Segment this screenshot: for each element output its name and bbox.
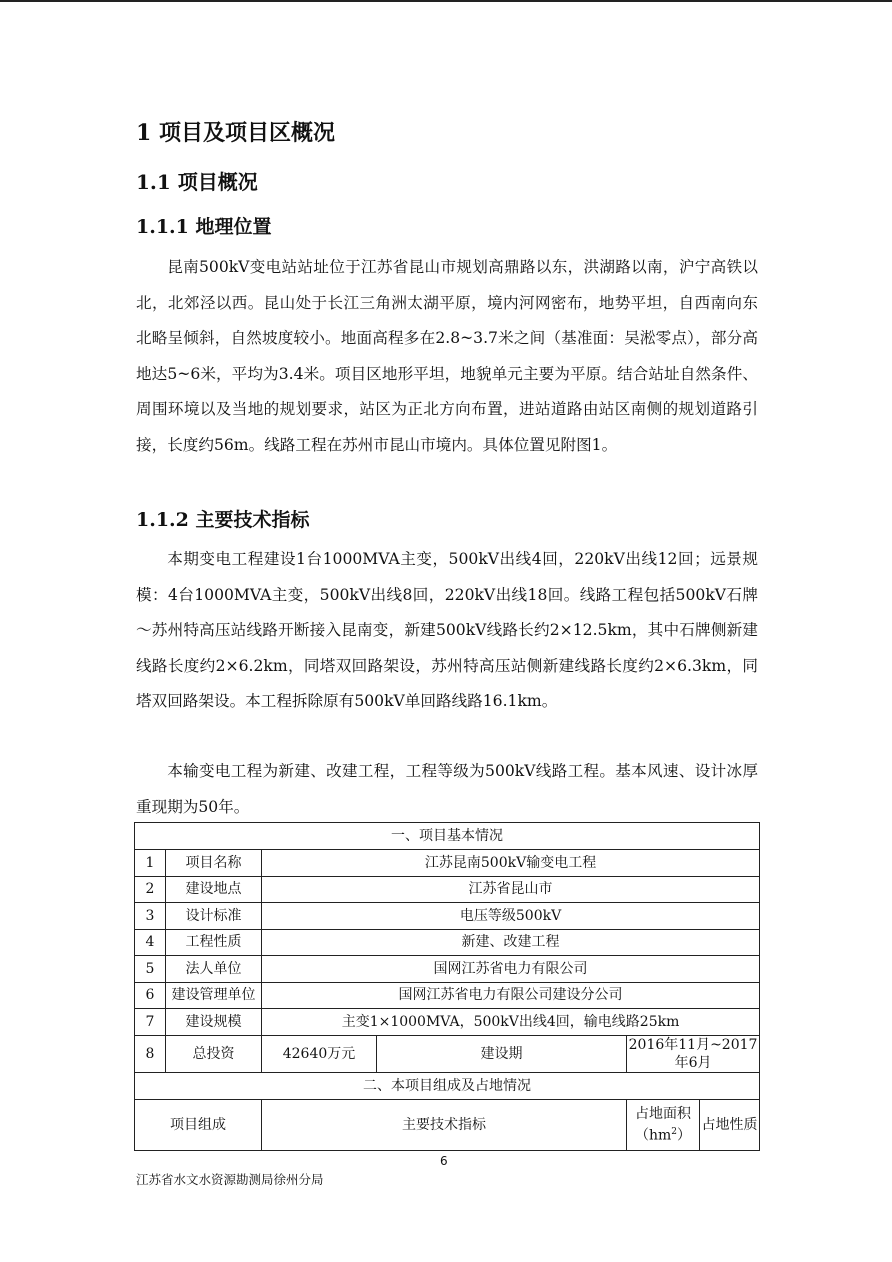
heading-3-indicators: 1.1.2 主要技术指标: [136, 509, 310, 531]
row-value: 江苏省昆山市: [262, 876, 760, 903]
row-number: 8: [135, 1035, 166, 1072]
row-number: 6: [135, 982, 166, 1009]
col-area: 占地面积 $(hm^2)$: [627, 1099, 700, 1150]
heading-2: 1.1 项目概况: [136, 170, 258, 194]
row-label: 建设管理单位: [166, 982, 262, 1009]
col-area-unit-close: ）: [677, 1127, 692, 1144]
row-number: 3: [135, 903, 166, 930]
investment-value: 42640万元: [262, 1035, 377, 1072]
row-value: 新建、改建工程: [262, 929, 760, 956]
section-header-basic: 一、项目基本情况: [135, 823, 760, 850]
row-value: 江苏昆南500kV输变电工程: [262, 850, 760, 877]
row-number: 2: [135, 876, 166, 903]
table-row: [135, 956, 760, 983]
table-row: [135, 876, 760, 903]
period-label: 建设期: [377, 1035, 627, 1072]
row-label: 工程性质: [166, 929, 262, 956]
col-composition: 项目组成: [135, 1099, 262, 1150]
row-label: 建设规模: [166, 1009, 262, 1036]
paragraph-location: 昆南500kV变电站站址位于江苏省昆山市规划高鼎路以东，洪湖路以南，沪宁高铁以北，北郊泾以西。昆山处于长江三角洲太湖平原，境内河网密布，地势平坦，自西南向东北略呈倾斜，自然坡度较小。地面高程多在2.8~3.7米之间（基准面：吴淞零点），部分高地达5~6米，平均为3.4米。项目区地形平坦，地貌单元主要为平原。结合站址自然条件、周围环境以及当地的规划要求，站区为正北方向布置，进站道路由站区南侧的规划道路引接，长度约56m。线路工程在苏州市昆山市境内。具体位置见附图1。: [136, 258, 758, 454]
paragraph-indicators: 本期变电工程建设1台1000MVA主变，500kV出线4回，220kV出线12回；远景规模：4台1000MVA主变，500kV出线8回，220kV出线18回。线路工程包括500kV石牌～苏州特高压站线路开断接入昆南变，新建500kV线路长约2×12.5km，其中石牌侧新建线路长度约2×6.2km，同塔双回路架设，苏州特高压站侧新建线路长度约2×6.3km，同塔双回路架设。本工程拆除原有500kV单回路线路16.1km。: [136, 550, 758, 711]
table-row: [135, 929, 760, 956]
row-number: 5: [135, 956, 166, 983]
table-row: [135, 1009, 760, 1036]
period-value: 2016年11月~2017年6月: [627, 1035, 760, 1072]
heading-1: 1 项目及项目区概况: [136, 120, 335, 146]
composition-header-row: [135, 1099, 760, 1150]
col-area-label: 占地面积: [635, 1105, 691, 1122]
top-rule: [0, 0, 892, 2]
section-header-composition: 二、本项目组成及占地情况: [135, 1072, 760, 1099]
col-nature: 占地性质: [700, 1099, 760, 1150]
footer-org: 江苏省水文水资源勘测局徐州分局: [136, 1172, 324, 1187]
row-label: 设计标准: [166, 903, 262, 930]
project-info-table: [134, 822, 760, 1151]
row-label: 项目名称: [166, 850, 262, 877]
row-number: 4: [135, 929, 166, 956]
col-area-unit: （hm: [634, 1127, 672, 1144]
heading-3-location: 1.1.1 地理位置: [136, 216, 272, 238]
col-indicators: 主要技术指标: [262, 1099, 627, 1150]
page-number: 6: [440, 1154, 448, 1168]
row-label: 总投资: [166, 1035, 262, 1072]
row-value: 主变1×1000MVA，500kV出线4回，输电线路25km: [262, 1009, 760, 1036]
row-value: 电压等级500kV: [262, 903, 760, 930]
row-number: 1: [135, 850, 166, 877]
row-value: 国网江苏省电力有限公司建设分公司: [262, 982, 760, 1009]
row-label: 建设地点: [166, 876, 262, 903]
row-value: 国网江苏省电力有限公司: [262, 956, 760, 983]
row-number: 7: [135, 1009, 166, 1036]
table-row-investment: [135, 1035, 760, 1072]
row-label: 法人单位: [166, 956, 262, 983]
paragraph-grade: 本输变电工程为新建、改建工程，工程等级为500kV线路工程。基本风速、设计冰厚重现期为50年。: [136, 762, 758, 816]
table-row: [135, 850, 760, 877]
table-row: [135, 903, 760, 930]
table-row: [135, 982, 760, 1009]
